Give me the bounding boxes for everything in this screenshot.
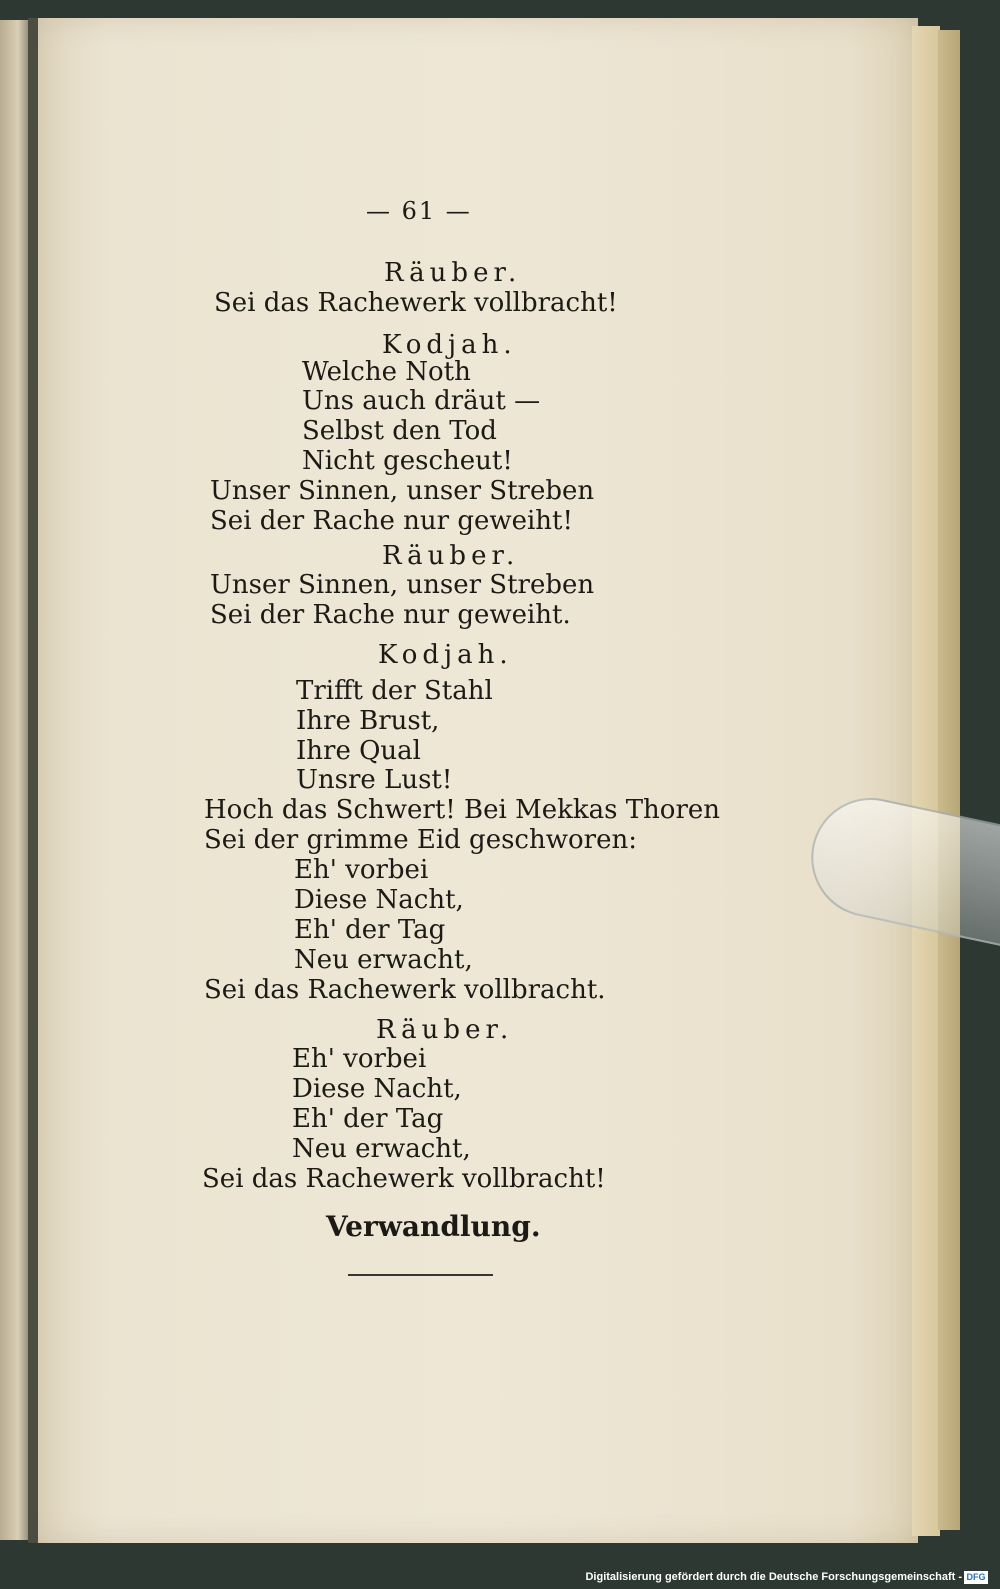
verse-line: Unser Sinnen, unser Streben — [210, 476, 595, 506]
verse-line: Diese Nacht, — [294, 885, 464, 915]
facing-page-edge — [0, 20, 30, 1540]
verse-line: Diese Nacht, — [292, 1074, 462, 1104]
speaker-label: Kodjah. — [378, 640, 513, 670]
dfg-logo: DFG — [964, 1571, 988, 1584]
verse-line: Sei der Rache nur geweiht! — [210, 506, 573, 536]
verse-line: Neu erwacht, — [294, 945, 473, 975]
verse-line: Selbst den Tod — [302, 416, 497, 446]
verse-line: Eh' der Tag — [292, 1104, 444, 1134]
verse-line: Sei das Rachewerk vollbracht. — [204, 975, 606, 1005]
scene-change-heading: Verwandlung. — [326, 1210, 541, 1243]
page-stack-edge — [912, 26, 940, 1536]
speaker-label: Räuber. — [384, 258, 522, 288]
speaker-label: Räuber. — [376, 1015, 514, 1045]
verse-line: Welche Noth — [302, 357, 471, 387]
verse-line: Uns auch dräut — — [302, 386, 541, 416]
speaker-label: Räuber. — [382, 541, 520, 571]
digitization-credit: Digitalisierung gefördert durch die Deutsche Forschungsgemeinschaft - — [585, 1571, 962, 1583]
verse-line: Sei der Rache nur geweiht. — [210, 600, 571, 630]
verse-line: Unser Sinnen, unser Streben — [210, 570, 595, 600]
verse-line: Neu erwacht, — [292, 1134, 471, 1164]
verse-line: Unsre Lust! — [296, 765, 453, 795]
verse-line: Eh' vorbei — [292, 1044, 427, 1074]
verse-line: Hoch das Schwert! Bei Mekkas Thoren — [204, 795, 721, 825]
book-page — [38, 18, 918, 1543]
verse-line: Sei das Rachewerk vollbracht! — [202, 1164, 606, 1194]
verse-line: Nicht gescheut! — [302, 446, 513, 476]
verse-line: Sei das Rachewerk vollbracht! — [214, 288, 618, 318]
end-rule — [348, 1274, 493, 1276]
page-number: — 61 — — [366, 197, 472, 225]
verse-line: Eh' der Tag — [294, 915, 446, 945]
verse-line: Trifft der Stahl — [296, 676, 493, 706]
verse-line: Sei der grimme Eid geschworen: — [204, 825, 637, 855]
verse-line: Eh' vorbei — [294, 855, 429, 885]
page-stack-edge-outer — [938, 30, 960, 1530]
verse-line: Ihre Qual — [296, 736, 421, 766]
verse-line: Ihre Brust, — [296, 706, 440, 736]
speaker-label: Kodjah. — [382, 330, 517, 360]
